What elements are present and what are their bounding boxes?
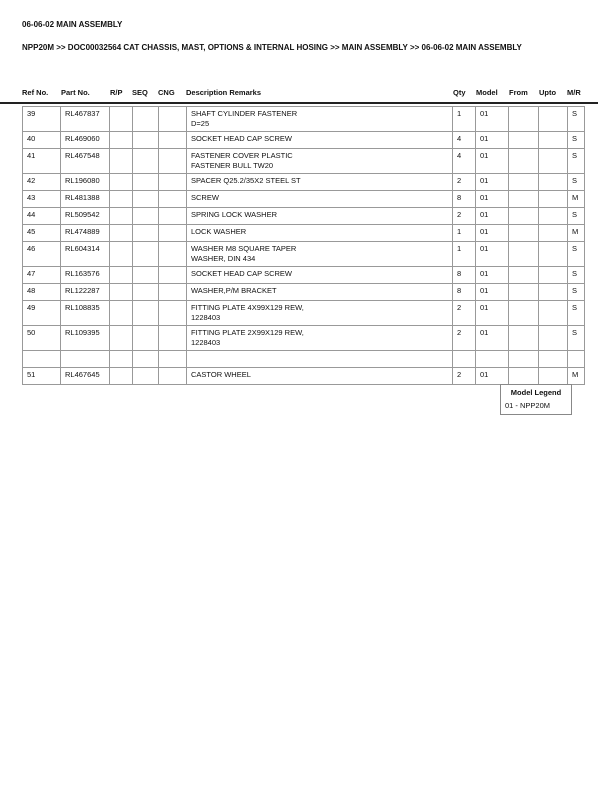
rp-cell bbox=[110, 149, 133, 174]
model-cell bbox=[476, 149, 509, 174]
cng-cell bbox=[159, 225, 187, 242]
part-no-cell-text: RL163576 bbox=[65, 269, 100, 278]
model-cell bbox=[476, 191, 509, 208]
qty-cell bbox=[453, 242, 476, 267]
table-row bbox=[23, 368, 585, 385]
qty-cell bbox=[453, 208, 476, 225]
model-cell bbox=[476, 301, 509, 326]
table-row bbox=[23, 149, 585, 174]
header-rule bbox=[0, 102, 598, 104]
mr-cell-text: S bbox=[572, 303, 578, 312]
model-cell-text: 01 bbox=[480, 370, 489, 379]
description-cell bbox=[187, 225, 453, 242]
mr-cell-text: S bbox=[572, 286, 578, 295]
mr-cell bbox=[568, 208, 585, 225]
header-mr: M/R bbox=[567, 88, 581, 97]
seq-cell bbox=[133, 191, 159, 208]
seq-cell bbox=[133, 368, 159, 385]
mr-cell bbox=[568, 149, 585, 174]
upto-cell bbox=[539, 174, 568, 191]
part-no-cell bbox=[61, 132, 110, 149]
cng-cell bbox=[159, 301, 187, 326]
qty-cell-text: 1 bbox=[457, 244, 462, 253]
description-cell-text: SOCKET HEAD CAP SCREW bbox=[191, 269, 292, 278]
model-cell bbox=[476, 174, 509, 191]
header-desc: Description Remarks bbox=[186, 88, 262, 97]
table-row bbox=[23, 326, 585, 351]
ref-cell bbox=[23, 208, 61, 225]
qty-cell-text: 8 bbox=[457, 269, 462, 278]
part-no-cell bbox=[61, 326, 110, 351]
description-cell bbox=[187, 107, 453, 132]
mr-cell bbox=[568, 191, 585, 208]
model-cell bbox=[476, 107, 509, 132]
qty-cell bbox=[453, 225, 476, 242]
rp-cell bbox=[110, 107, 133, 132]
seq-cell bbox=[133, 107, 159, 132]
from-cell bbox=[509, 107, 539, 132]
table-row bbox=[23, 191, 585, 208]
description-cell-text: SPRING LOCK WASHER bbox=[191, 210, 277, 219]
seq-cell bbox=[133, 174, 159, 191]
qty-cell-text: 8 bbox=[457, 193, 462, 202]
ref-cell bbox=[23, 301, 61, 326]
description-cell-text: CASTOR WHEEL bbox=[191, 370, 251, 379]
part-no-cell-text: RL481388 bbox=[65, 193, 100, 202]
qty-cell bbox=[453, 174, 476, 191]
header-seq: SEQ bbox=[132, 88, 148, 97]
part-no-cell bbox=[61, 368, 110, 385]
qty-cell-text: 4 bbox=[457, 151, 462, 160]
description-cell bbox=[187, 326, 453, 351]
from-cell bbox=[509, 225, 539, 242]
description-line2: D=25 bbox=[191, 119, 210, 128]
seq-cell bbox=[133, 225, 159, 242]
model-cell-text: 01 bbox=[480, 109, 489, 118]
qty-cell-text: 4 bbox=[457, 134, 462, 143]
part-no-cell bbox=[61, 301, 110, 326]
table-header bbox=[0, 88, 612, 100]
mr-cell-text: M bbox=[572, 193, 579, 202]
qty-cell-text: 2 bbox=[457, 328, 462, 337]
from-cell bbox=[509, 284, 539, 301]
model-cell-text: 01 bbox=[480, 227, 489, 236]
seq-cell bbox=[133, 301, 159, 326]
model-cell bbox=[476, 326, 509, 351]
rp-cell bbox=[110, 225, 133, 242]
model-cell-text: 01 bbox=[480, 286, 489, 295]
cng-cell bbox=[159, 242, 187, 267]
cng-cell bbox=[159, 326, 187, 351]
header-cng: CNG bbox=[158, 88, 175, 97]
qty-cell bbox=[453, 149, 476, 174]
mr-cell-text: S bbox=[572, 328, 578, 337]
description-cell-text: SHAFT CYLINDER FASTENER bbox=[191, 109, 298, 118]
part-no-cell-text: RL467837 bbox=[65, 109, 100, 118]
seq-cell bbox=[133, 149, 159, 174]
qty-cell bbox=[453, 107, 476, 132]
model-legend-item: 01 - NPP20M bbox=[505, 401, 551, 410]
description-cell-text: SCREW bbox=[191, 193, 219, 202]
cng-cell bbox=[159, 208, 187, 225]
description-cell bbox=[187, 242, 453, 267]
cng-cell bbox=[159, 132, 187, 149]
ref-cell bbox=[23, 174, 61, 191]
parts-table bbox=[22, 106, 585, 385]
model-cell-text: 01 bbox=[480, 193, 489, 202]
model-cell bbox=[476, 242, 509, 267]
description-cell-text: SPACER Q25.2/35X2 STEEL ST bbox=[191, 176, 301, 185]
upto-cell bbox=[539, 284, 568, 301]
seq-cell bbox=[133, 326, 159, 351]
model-cell-text: 01 bbox=[480, 134, 489, 143]
upto-cell bbox=[539, 208, 568, 225]
ref-cell bbox=[23, 368, 61, 385]
part-no-cell-text: RL108835 bbox=[65, 303, 100, 312]
ref-cell bbox=[23, 225, 61, 242]
rp-cell bbox=[110, 132, 133, 149]
upto-cell bbox=[539, 191, 568, 208]
model-cell-text: 01 bbox=[480, 328, 489, 337]
upto-cell bbox=[539, 301, 568, 326]
model-cell bbox=[476, 267, 509, 284]
table-row bbox=[23, 107, 585, 132]
model-cell bbox=[476, 351, 509, 368]
part-no-cell-text: RL509542 bbox=[65, 210, 100, 219]
ref-cell-text: 47 bbox=[27, 269, 36, 278]
model-cell-text: 01 bbox=[480, 303, 489, 312]
mr-cell bbox=[568, 351, 585, 368]
ref-cell-text: 43 bbox=[27, 193, 36, 202]
cng-cell bbox=[159, 174, 187, 191]
description-line2: 1228403 bbox=[191, 313, 221, 322]
description-line2: FASTENER BULL TW20 bbox=[191, 161, 274, 170]
qty-cell bbox=[453, 191, 476, 208]
header-part: Part No. bbox=[61, 88, 90, 97]
part-no-cell-text: RL604314 bbox=[65, 244, 100, 253]
ref-cell bbox=[23, 132, 61, 149]
rp-cell bbox=[110, 326, 133, 351]
ref-cell-text: 48 bbox=[27, 286, 36, 295]
description-cell bbox=[187, 301, 453, 326]
qty-cell-text: 2 bbox=[457, 210, 462, 219]
from-cell bbox=[509, 174, 539, 191]
qty-cell-text: 8 bbox=[457, 286, 462, 295]
mr-cell bbox=[568, 132, 585, 149]
upto-cell bbox=[539, 132, 568, 149]
description-cell-text: FITTING PLATE 4X99X129 REW, bbox=[191, 303, 304, 312]
qty-cell bbox=[453, 301, 476, 326]
model-cell-text: 01 bbox=[480, 176, 489, 185]
rp-cell bbox=[110, 368, 133, 385]
ref-cell-text: 42 bbox=[27, 176, 36, 185]
rp-cell bbox=[110, 301, 133, 326]
part-no-cell-text: RL196080 bbox=[65, 176, 100, 185]
rp-cell bbox=[110, 242, 133, 267]
description-cell bbox=[187, 208, 453, 225]
qty-cell bbox=[453, 267, 476, 284]
qty-cell bbox=[453, 132, 476, 149]
model-cell-text: 01 bbox=[480, 210, 489, 219]
mr-cell-text: S bbox=[572, 151, 578, 160]
table-row bbox=[23, 132, 585, 149]
ref-cell-text: 39 bbox=[27, 109, 36, 118]
table-row bbox=[23, 174, 585, 191]
description-cell-text: WASHER,P/M BRACKET bbox=[191, 286, 277, 295]
cng-cell bbox=[159, 284, 187, 301]
header-upto: Upto bbox=[539, 88, 557, 97]
mr-cell bbox=[568, 368, 585, 385]
from-cell bbox=[509, 326, 539, 351]
cng-cell bbox=[159, 107, 187, 132]
mr-cell-text: S bbox=[572, 109, 578, 118]
part-no-cell-text: RL467548 bbox=[65, 151, 100, 160]
cng-cell bbox=[159, 351, 187, 368]
table-row bbox=[23, 208, 585, 225]
upto-cell bbox=[539, 368, 568, 385]
model-cell bbox=[476, 284, 509, 301]
mr-cell-text: S bbox=[572, 176, 578, 185]
page-title: 06-06-02 MAIN ASSEMBLY bbox=[22, 20, 123, 29]
cng-cell bbox=[159, 267, 187, 284]
rp-cell bbox=[110, 351, 133, 368]
mr-cell bbox=[568, 174, 585, 191]
mr-cell-text: S bbox=[572, 134, 578, 143]
qty-cell-text: 1 bbox=[457, 109, 462, 118]
breadcrumb: NPP20M >> DOC00032564 CAT CHASSIS, MAST, OPTIONS & INTERNAL HOSING >> MAIN ASSEMBLY >> 06-06-02 MAIN ASSEMBLY bbox=[22, 43, 522, 52]
model-legend bbox=[500, 384, 572, 415]
header-ref: Ref No. bbox=[22, 88, 49, 97]
description-cell-text: SOCKET HEAD CAP SCREW bbox=[191, 134, 292, 143]
seq-cell bbox=[133, 267, 159, 284]
upto-cell bbox=[539, 326, 568, 351]
qty-cell-text: 2 bbox=[457, 303, 462, 312]
seq-cell bbox=[133, 132, 159, 149]
part-no-cell bbox=[61, 225, 110, 242]
ref-cell-text: 41 bbox=[27, 151, 36, 160]
ref-cell-text: 40 bbox=[27, 134, 36, 143]
rp-cell bbox=[110, 174, 133, 191]
qty-cell-text: 1 bbox=[457, 227, 462, 236]
header-from: From bbox=[509, 88, 528, 97]
upto-cell bbox=[539, 242, 568, 267]
upto-cell bbox=[539, 267, 568, 284]
model-cell bbox=[476, 368, 509, 385]
description-cell-text: LOCK WASHER bbox=[191, 227, 247, 236]
rp-cell bbox=[110, 208, 133, 225]
mr-cell bbox=[568, 267, 585, 284]
from-cell bbox=[509, 301, 539, 326]
from-cell bbox=[509, 208, 539, 225]
ref-cell-text: 45 bbox=[27, 227, 36, 236]
description-cell bbox=[187, 284, 453, 301]
part-no-cell-text: RL469060 bbox=[65, 134, 100, 143]
qty-cell bbox=[453, 326, 476, 351]
model-cell bbox=[476, 225, 509, 242]
seq-cell bbox=[133, 284, 159, 301]
model-cell bbox=[476, 132, 509, 149]
part-no-cell-text: RL122287 bbox=[65, 286, 100, 295]
description-cell bbox=[187, 368, 453, 385]
from-cell bbox=[509, 191, 539, 208]
description-cell bbox=[187, 149, 453, 174]
mr-cell-text: S bbox=[572, 210, 578, 219]
part-no-cell bbox=[61, 191, 110, 208]
ref-cell bbox=[23, 351, 61, 368]
part-no-cell bbox=[61, 107, 110, 132]
model-cell bbox=[476, 208, 509, 225]
part-no-cell bbox=[61, 174, 110, 191]
model-cell-text: 01 bbox=[480, 244, 489, 253]
from-cell bbox=[509, 132, 539, 149]
ref-cell-text: 44 bbox=[27, 210, 36, 219]
from-cell bbox=[509, 242, 539, 267]
table-row bbox=[23, 225, 585, 242]
upto-cell bbox=[539, 149, 568, 174]
upto-cell bbox=[539, 107, 568, 132]
ref-cell bbox=[23, 191, 61, 208]
ref-cell bbox=[23, 107, 61, 132]
qty-cell-text: 2 bbox=[457, 176, 462, 185]
part-no-cell bbox=[61, 284, 110, 301]
from-cell bbox=[509, 368, 539, 385]
mr-cell bbox=[568, 225, 585, 242]
ref-cell bbox=[23, 284, 61, 301]
description-line2: 1228403 bbox=[191, 338, 221, 347]
description-cell bbox=[187, 191, 453, 208]
description-cell bbox=[187, 267, 453, 284]
table-row bbox=[23, 242, 585, 267]
ref-cell-text: 49 bbox=[27, 303, 36, 312]
description-cell-text: FASTENER COVER PLASTIC bbox=[191, 151, 293, 160]
description-cell-text: WASHER M8 SQUARE TAPER bbox=[191, 244, 297, 253]
description-cell bbox=[187, 174, 453, 191]
mr-cell bbox=[568, 284, 585, 301]
table-row bbox=[23, 267, 585, 284]
model-cell-text: 01 bbox=[480, 151, 489, 160]
from-cell bbox=[509, 267, 539, 284]
model-cell-text: 01 bbox=[480, 269, 489, 278]
ref-cell-text: 46 bbox=[27, 244, 36, 253]
mr-cell bbox=[568, 107, 585, 132]
seq-cell bbox=[133, 242, 159, 267]
mr-cell-text: S bbox=[572, 244, 578, 253]
qty-cell bbox=[453, 368, 476, 385]
seq-cell bbox=[133, 208, 159, 225]
mr-cell bbox=[568, 242, 585, 267]
mr-cell-text: M bbox=[572, 370, 579, 379]
ref-cell bbox=[23, 326, 61, 351]
mr-cell bbox=[568, 301, 585, 326]
table-row bbox=[23, 284, 585, 301]
ref-cell-text: 51 bbox=[27, 370, 36, 379]
part-no-cell bbox=[61, 351, 110, 368]
header-model: Model bbox=[476, 88, 498, 97]
part-no-cell-text: RL467645 bbox=[65, 370, 100, 379]
upto-cell bbox=[539, 225, 568, 242]
qty-cell bbox=[453, 351, 476, 368]
ref-cell bbox=[23, 267, 61, 284]
mr-cell-text: M bbox=[572, 227, 579, 236]
part-no-cell-text: RL474889 bbox=[65, 227, 100, 236]
cng-cell bbox=[159, 149, 187, 174]
part-no-cell-text: RL109395 bbox=[65, 328, 100, 337]
description-cell bbox=[187, 351, 453, 368]
part-no-cell bbox=[61, 208, 110, 225]
cng-cell bbox=[159, 368, 187, 385]
seq-cell bbox=[133, 351, 159, 368]
ref-cell bbox=[23, 242, 61, 267]
rp-cell bbox=[110, 284, 133, 301]
mr-cell bbox=[568, 326, 585, 351]
qty-cell-text: 2 bbox=[457, 370, 462, 379]
mr-cell-text: S bbox=[572, 269, 578, 278]
description-cell-text: FITTING PLATE 2X99X129 REW, bbox=[191, 328, 304, 337]
description-cell bbox=[187, 132, 453, 149]
header-qty: Qty bbox=[453, 88, 466, 97]
description-line2: WASHER, DIN 434 bbox=[191, 254, 256, 263]
table-row bbox=[23, 351, 585, 368]
cng-cell bbox=[159, 191, 187, 208]
ref-cell bbox=[23, 149, 61, 174]
ref-cell-text: 50 bbox=[27, 328, 36, 337]
upto-cell bbox=[539, 351, 568, 368]
from-cell bbox=[509, 149, 539, 174]
model-legend-title: Model Legend bbox=[510, 388, 562, 397]
header-rp: R/P bbox=[110, 88, 123, 97]
part-no-cell bbox=[61, 149, 110, 174]
rp-cell bbox=[110, 267, 133, 284]
from-cell bbox=[509, 351, 539, 368]
table-row bbox=[23, 301, 585, 326]
part-no-cell bbox=[61, 267, 110, 284]
rp-cell bbox=[110, 191, 133, 208]
part-no-cell bbox=[61, 242, 110, 267]
qty-cell bbox=[453, 284, 476, 301]
